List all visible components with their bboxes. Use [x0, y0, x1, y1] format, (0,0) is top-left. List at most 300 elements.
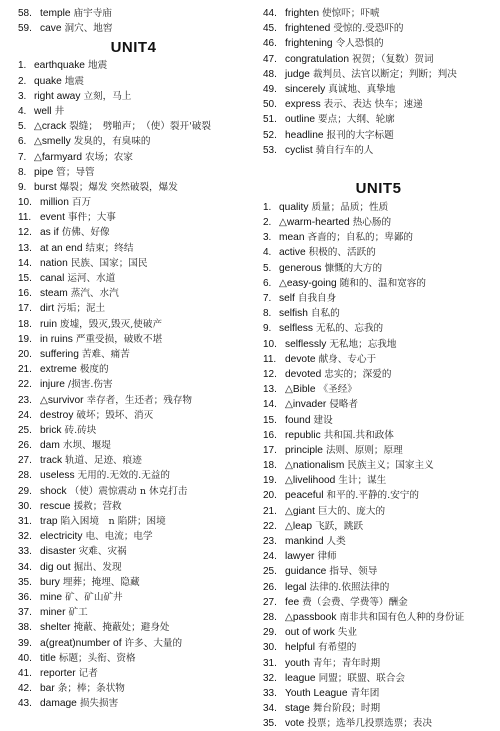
entry-number: 41.	[18, 667, 32, 679]
vocab-entry	[18, 681, 249, 696]
entry-word: frightening	[285, 38, 333, 50]
vocab-entry	[18, 544, 249, 559]
entry-number: 44.	[263, 8, 277, 19]
entry-word: as if	[40, 227, 59, 239]
entry-number: 29.	[263, 627, 277, 639]
entry-word: found	[285, 414, 311, 426]
entry-number: 50.	[263, 99, 277, 111]
entry-word: frightened	[285, 23, 331, 35]
entry-number: 35.	[18, 576, 32, 588]
entry-definition: 律师	[317, 551, 337, 563]
entry-number: 12.	[263, 368, 277, 380]
entry-definition: 随和的、温和宽容的	[339, 277, 427, 289]
entry-word: principle	[285, 444, 323, 456]
entry-number: 34.	[263, 703, 277, 715]
entry-word: devoted	[285, 368, 322, 380]
vocab-entry	[263, 504, 494, 519]
entry-number: 31.	[263, 657, 277, 669]
vocab-entry	[18, 377, 249, 392]
entry-definition: 水坝、堰堤	[62, 440, 111, 452]
vocab-entry	[263, 473, 494, 488]
entry-word: quality	[279, 201, 309, 213]
entry-number: 14.	[18, 257, 32, 269]
entry-definition: 法律的.依照法律的	[309, 581, 390, 593]
entry-definition: 忠实的；深爱的	[324, 368, 392, 380]
entry-number: 15.	[18, 273, 32, 284]
entry-word: brick	[40, 424, 62, 436]
vocab-entry	[263, 21, 494, 36]
entry-number: 30.	[263, 642, 277, 654]
vocab-entry	[18, 104, 249, 119]
entry-word: bury	[40, 576, 60, 588]
entry-word: burst	[34, 181, 57, 193]
entry-number: 6.	[18, 136, 27, 148]
vocab-entry	[18, 605, 249, 620]
entry-definition: 百万	[71, 197, 92, 209]
entry-word: helpful	[285, 642, 316, 654]
entry-number: 1.	[263, 201, 272, 213]
entry-definition: 掩蔽、掩蔽处；避身处	[73, 622, 170, 634]
entry-number: 2.	[18, 75, 27, 87]
vocab-entry	[18, 165, 249, 180]
entry-word: canal	[40, 273, 65, 284]
entry-definition: 献身、专心于	[318, 353, 377, 365]
entry-number: 33.	[263, 687, 277, 699]
vocab-entry	[18, 696, 249, 711]
entry-number: 46.	[263, 38, 277, 50]
entry-number: 27.	[263, 596, 277, 608]
entry-number: 10.	[18, 197, 32, 209]
entry-number: 53.	[263, 144, 277, 156]
vocab-entry	[263, 443, 494, 458]
entry-number: 23.	[263, 536, 277, 547]
left-pre-list	[18, 6, 249, 36]
vocab-entry	[263, 428, 494, 443]
entry-word: self	[279, 293, 295, 304]
entry-word: fee	[285, 596, 300, 608]
entry-definition: 巨大的、庞大的	[317, 505, 386, 517]
vocab-entry	[263, 352, 494, 367]
entry-number: 8.	[263, 308, 272, 320]
entry-word: trap	[40, 516, 58, 527]
entry-number: 45.	[263, 23, 277, 35]
entry-word: out of work	[285, 627, 335, 639]
vocab-entry	[263, 519, 494, 534]
entry-definition: 民族、国家；国民	[70, 257, 148, 269]
entry-word: republic	[285, 429, 321, 441]
entry-number: 51.	[263, 114, 277, 126]
vocab-entry	[263, 97, 494, 112]
entry-word: Youth League	[285, 687, 348, 699]
entry-word: △smelly	[34, 136, 71, 148]
entry-definition: 和平的.平静的.安宁的	[326, 490, 419, 502]
entry-number: 27.	[18, 455, 32, 467]
entry-definition: 裂缝； 劈啪声； （使）裂开'破裂	[69, 121, 211, 133]
entry-definition: 条；棒；条状物	[57, 683, 125, 695]
vocab-entry	[263, 245, 494, 260]
vocab-entry	[18, 134, 249, 149]
entry-number: 43.	[18, 698, 32, 710]
vocab-entry	[263, 413, 494, 428]
entry-definition: 同盟；联盟、联合会	[318, 672, 405, 684]
entry-definition: 记者	[78, 667, 98, 679]
entry-definition: 运河、水道	[67, 273, 116, 284]
entry-word: judge	[285, 68, 310, 80]
entry-number: 10.	[263, 338, 277, 350]
entry-number: 3.	[263, 232, 272, 244]
vocab-entry	[263, 549, 494, 564]
entry-word: useless	[40, 470, 75, 482]
vocab-entry	[263, 716, 494, 731]
entry-word: △crack	[34, 121, 67, 133]
entry-definition: 电、电流；电学	[85, 531, 153, 543]
entry-number: 30.	[18, 500, 32, 512]
right-column	[249, 6, 494, 730]
entry-definition: 慷慨的大方的	[324, 262, 383, 274]
entry-definition: 极度的	[79, 364, 109, 376]
entry-word: youth	[285, 657, 310, 669]
entry-number: 38.	[18, 622, 32, 634]
unit4-word-list	[18, 58, 249, 711]
vocab-entry	[18, 271, 249, 286]
entry-word: frighten	[285, 8, 319, 19]
entry-word: reporter	[40, 667, 76, 679]
vocab-entry	[263, 656, 494, 671]
entry-word: million	[40, 197, 69, 209]
entry-definition: 侵略者	[329, 399, 359, 411]
vocab-entry	[263, 230, 494, 245]
entry-word: selfish	[279, 308, 308, 320]
entry-word: track	[40, 455, 63, 467]
entry-number: 18.	[263, 460, 277, 472]
entry-number: 8.	[18, 166, 27, 178]
vocab-entry	[18, 484, 249, 499]
entry-number: 15.	[263, 414, 277, 426]
entry-definition: 民族主义；国家主义	[347, 460, 434, 472]
entry-number: 26.	[263, 581, 277, 593]
vocab-entry	[18, 393, 249, 408]
entry-number: 29.	[18, 485, 32, 497]
entry-word: shock	[40, 485, 67, 497]
vocab-entry	[18, 499, 249, 514]
entry-definition: 裁判员、法官以断定；判断；判决	[312, 68, 457, 80]
entry-word: △farmyard	[34, 151, 83, 163]
entry-definition: 井	[54, 105, 65, 117]
vocab-entry	[263, 534, 494, 549]
vocab-entry	[18, 332, 249, 347]
vocab-entry	[18, 195, 249, 210]
vocab-entry	[263, 291, 494, 306]
entry-number: 24.	[263, 551, 277, 563]
entry-word: peaceful	[285, 490, 324, 502]
entry-word: pipe	[34, 166, 54, 178]
entry-word: mine	[40, 591, 63, 603]
entry-definition: 报刊的大字标题	[326, 129, 394, 141]
entry-word: bar	[40, 683, 55, 695]
entry-definition: 掘出、发现	[73, 561, 122, 573]
left-column	[18, 6, 249, 710]
entry-definition: 人类	[326, 536, 346, 547]
entry-word: express	[285, 99, 321, 111]
entry-definition: 无私的、忘我的	[315, 323, 384, 335]
entry-definition: 援救；营救	[73, 500, 122, 512]
entry-word: cyclist	[285, 144, 313, 156]
entry-number: 33.	[18, 546, 32, 558]
vocab-entry	[18, 74, 249, 89]
entry-word: quake	[34, 75, 62, 87]
entry-definition: 砖.砖块	[64, 424, 97, 436]
entry-definition: 受惊的.受恐吓的	[333, 23, 404, 35]
entry-number: 2.	[263, 217, 272, 229]
entry-word: vote	[285, 718, 305, 730]
vocab-entry	[18, 666, 249, 681]
entry-word: mean	[279, 232, 305, 244]
entry-word: cave	[40, 23, 62, 35]
entry-word: △livelihood	[285, 475, 336, 487]
entry-definition: 地震	[64, 75, 84, 87]
entry-number: 16.	[263, 429, 277, 441]
vocab-entry	[18, 180, 249, 195]
entry-definition: 破坏；毁坏、消灭	[76, 409, 154, 421]
entry-definition: 废墟，毁灭,毁灭,使破产	[60, 318, 163, 330]
vocab-entry	[263, 640, 494, 655]
vocab-entry	[263, 367, 494, 382]
entry-definition: 南非共和国有色人种的身份证	[339, 611, 465, 623]
vocab-entry	[18, 453, 249, 468]
entry-number: 37.	[18, 607, 32, 619]
entry-word: earthquake	[34, 60, 85, 72]
entry-word: miner	[40, 607, 66, 619]
entry-word: title	[40, 652, 56, 664]
entry-definition: 标题；头衔、资格	[58, 652, 136, 664]
entry-word: a(great)number of	[40, 637, 122, 649]
entry-definition: 管；导管	[56, 166, 95, 178]
entry-definition: 吝啬的；自私的；卑鄙的	[307, 232, 414, 244]
entry-number: 5.	[263, 262, 272, 274]
entry-number: 4.	[263, 247, 272, 259]
entry-definition: 发臭的，有臭味的	[73, 136, 151, 148]
entry-definition: 质量；品质；性质	[311, 201, 389, 213]
entry-definition: 祝贺；（复数）贺词	[352, 53, 434, 65]
entry-definition: 投票；选举几投票选票；表决	[307, 718, 432, 730]
vocab-entry	[18, 119, 249, 134]
entry-number: 42.	[18, 683, 32, 695]
vocab-entry	[263, 276, 494, 291]
entry-definition: 《圣经》	[318, 384, 357, 396]
entry-definition: （使）震惊震动 n 休克打击	[69, 485, 188, 497]
vocab-entry	[263, 595, 494, 610]
entry-definition: 法则、原则；原理	[325, 444, 403, 456]
vocab-entry	[18, 225, 249, 240]
vocab-entry	[18, 317, 249, 332]
entry-definition: 积极的、活跃的	[308, 247, 376, 259]
entry-definition: 事件；大事	[67, 212, 116, 224]
vocab-entry	[18, 241, 249, 256]
entry-number: 1.	[18, 60, 27, 72]
entry-number: 59.	[18, 23, 32, 35]
entry-number: 35.	[263, 718, 277, 730]
vocab-entry	[263, 671, 494, 686]
entry-number: 48.	[263, 68, 277, 80]
entry-word: dirt	[40, 303, 55, 315]
entry-definition: 要点；大纲、轮廓	[318, 114, 395, 126]
entry-definition: 仿佛、好像	[61, 227, 110, 239]
entry-definition: 地震	[87, 60, 108, 72]
entry-number: 17.	[18, 303, 32, 315]
entry-word: △easy-going	[279, 277, 337, 289]
vocab-entry	[263, 112, 494, 127]
entry-definition: 飞跃，跳跃	[315, 520, 364, 532]
vocab-entry	[263, 321, 494, 336]
vocab-entry	[263, 701, 494, 716]
vocab-entry	[18, 286, 249, 301]
entry-number: 47.	[263, 53, 277, 65]
entry-number: 22.	[18, 379, 32, 391]
entry-number: 21.	[263, 505, 277, 517]
entry-number: 25.	[263, 566, 277, 578]
entry-number: 3.	[18, 90, 27, 102]
entry-word: △leap	[285, 520, 313, 532]
entry-definition: 使惊吓；吓唬	[321, 8, 380, 19]
vocab-entry	[263, 6, 494, 21]
vocab-entry	[263, 564, 494, 579]
vocab-entry	[263, 82, 494, 97]
entry-word: event	[40, 212, 65, 224]
vocab-entry	[263, 215, 494, 230]
entry-definition: 失业	[337, 627, 358, 639]
entry-word: damage	[40, 698, 77, 710]
entry-definition: 骑自行车的人	[315, 144, 374, 156]
entry-number: 31.	[18, 516, 32, 527]
entry-number: 32.	[263, 672, 277, 684]
entry-definition: 苦难、痛苦	[81, 348, 130, 360]
vocab-entry	[18, 347, 249, 362]
vocab-entry	[18, 575, 249, 590]
entry-number: 11.	[263, 353, 277, 365]
entry-word: △survivor	[40, 394, 84, 406]
entry-definition: 生计；谋生	[338, 475, 387, 487]
entry-word: headline	[285, 129, 324, 141]
entry-definition: 自私的	[310, 308, 340, 320]
entry-number: 40.	[18, 652, 32, 664]
entry-word: temple	[40, 8, 71, 19]
vocab-entry	[18, 301, 249, 316]
vocab-entry	[18, 6, 249, 21]
entry-definition: 舞台阶段；时期	[312, 703, 381, 715]
vocab-entry	[263, 36, 494, 51]
entry-number: 32.	[18, 531, 32, 543]
vocab-entry	[263, 128, 494, 143]
entry-word: right away	[34, 90, 81, 102]
vocab-entry	[263, 580, 494, 595]
vocab-entry	[263, 261, 494, 276]
entry-number: 13.	[263, 384, 277, 396]
entry-definition: 热心肠的	[352, 217, 392, 229]
entry-number: 58.	[18, 8, 32, 19]
entry-definition: 共和国.共和政体	[323, 429, 394, 441]
vocab-entry	[263, 686, 494, 701]
entry-definition: 令人恐惧的	[335, 38, 384, 50]
vocab-entry	[263, 143, 494, 158]
vocab-entry	[18, 210, 249, 225]
entry-word: steam	[40, 288, 68, 300]
entry-word: extreme	[40, 364, 77, 376]
entry-word: △nationalism	[285, 460, 345, 472]
entry-number: 7.	[18, 151, 27, 163]
entry-definition: 爆裂；爆发 突然破裂，爆发	[59, 181, 178, 193]
vocab-entry	[263, 488, 494, 503]
entry-definition: 立刻，马上	[83, 90, 132, 102]
entry-definition: 农场；农家	[85, 151, 133, 163]
entry-definition: 无私地；忘我地	[329, 338, 397, 350]
entry-word: in ruins	[40, 333, 73, 345]
entry-number: 7.	[263, 293, 272, 304]
entry-number: 17.	[263, 444, 277, 456]
entry-word: mankind	[285, 536, 324, 547]
vocab-entry	[18, 651, 249, 666]
vocab-entry	[263, 625, 494, 640]
entry-word: dam	[40, 440, 60, 452]
entry-number: 6.	[263, 277, 272, 289]
entry-definition: 幸存者，生还者；残存物	[86, 394, 193, 406]
entry-definition: 费（会费、学费等）酬金	[302, 596, 408, 608]
entry-definition: 表示、表达 快车；速递	[323, 99, 423, 111]
entry-definition: 无用的.无效的.无益的	[77, 470, 170, 482]
entry-word: △invader	[285, 399, 327, 411]
vocab-entry	[263, 382, 494, 397]
entry-number: 20.	[18, 348, 32, 360]
entry-number: 28.	[18, 470, 32, 482]
entry-definition: 轨道、足迹、痕迹	[65, 455, 142, 467]
entry-number: 22.	[263, 520, 277, 532]
entry-word: devote	[285, 353, 316, 365]
entry-definition: 污垢；泥土	[57, 303, 106, 315]
vocab-entry	[18, 468, 249, 483]
entry-word: shelter	[40, 622, 71, 634]
entry-number: 52.	[263, 129, 277, 141]
entry-number: 18.	[18, 318, 32, 330]
entry-word: destroy	[40, 409, 74, 421]
entry-definition: 建设	[313, 414, 333, 426]
vocab-entry	[18, 423, 249, 438]
entry-definition: 矿工	[68, 607, 88, 619]
entry-word: dig out	[40, 561, 71, 573]
entry-definition: 青年；青年时期	[312, 657, 381, 669]
entry-word: disaster	[40, 546, 76, 558]
entry-definition: 蒸汽、水汽	[70, 288, 119, 300]
vocab-entry	[18, 514, 249, 529]
entry-definition: 灾难、灾祸	[78, 546, 127, 558]
vocab-entry	[18, 408, 249, 423]
entry-number: 26.	[18, 440, 32, 452]
entry-word: guidance	[285, 566, 327, 578]
entry-definition: 指导、领导	[329, 566, 378, 578]
entry-definition: 结束；终结	[85, 242, 134, 254]
entry-word: selflessly	[285, 338, 327, 350]
vocab-entry	[18, 21, 249, 36]
entry-definition: 严重受损，破败不堪	[75, 333, 163, 345]
entry-definition: 矿、矿山矿井	[65, 591, 123, 603]
vocab-entry	[263, 67, 494, 82]
entry-word: lawyer	[285, 551, 315, 563]
entry-word: △Bible	[285, 384, 316, 396]
vocab-entry	[18, 438, 249, 453]
entry-word: electricity	[40, 531, 83, 543]
entry-number: 12.	[18, 227, 32, 239]
entry-number: 9.	[18, 181, 27, 193]
entry-number: 9.	[263, 323, 272, 335]
vocab-entry	[18, 636, 249, 651]
